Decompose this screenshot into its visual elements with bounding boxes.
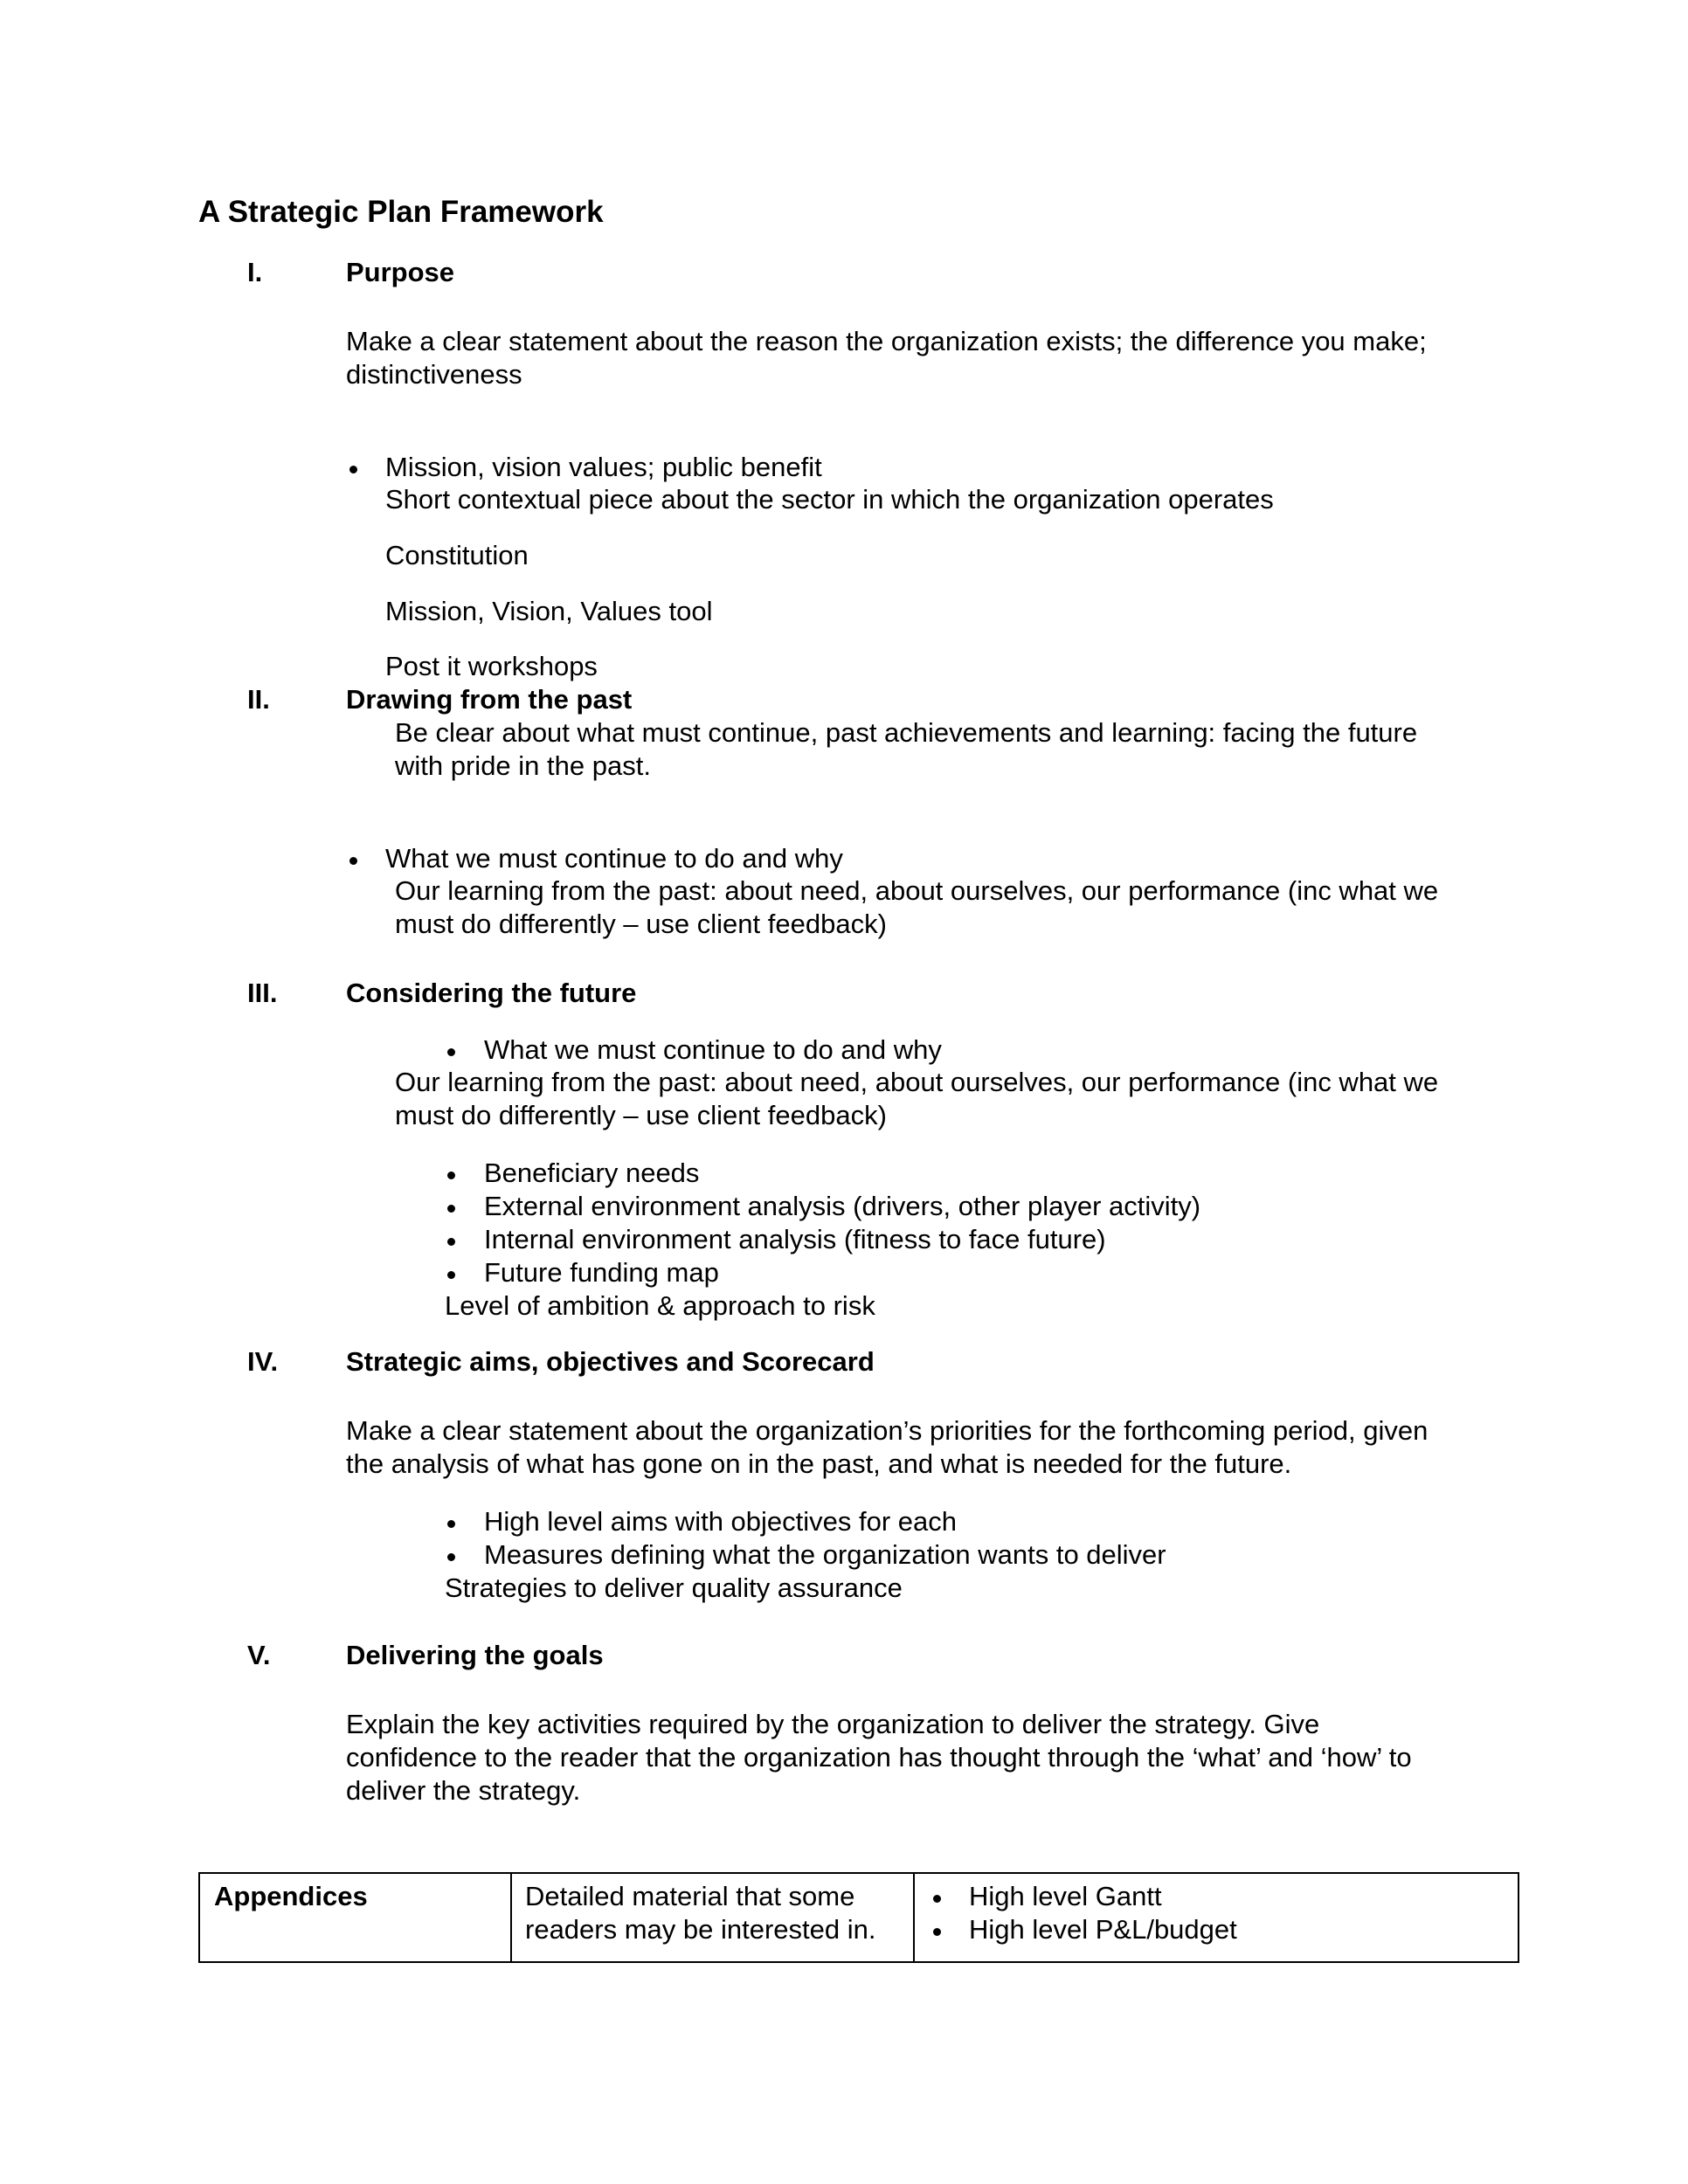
bullet-icon xyxy=(447,1048,455,1056)
section-heading-considering-the-future: Considering the future xyxy=(346,978,637,1008)
bullet-item: Future funding map xyxy=(484,1257,719,1288)
bullet-icon xyxy=(447,1553,455,1561)
bullet-item: Measures defining what the organization wants to deliver xyxy=(484,1539,1166,1570)
table-list-item: High level Gantt xyxy=(969,1881,1162,1911)
bullet-item: What we must continue to do and why xyxy=(385,843,843,874)
section-numeral: I. xyxy=(247,257,263,287)
section-heading-purpose: Purpose xyxy=(346,257,455,287)
bullet-item: Beneficiary needs xyxy=(484,1158,700,1188)
appendix-table xyxy=(198,1872,1519,1963)
table-divider xyxy=(510,1874,512,1961)
text-line: Level of ambition & approach to risk xyxy=(445,1290,875,1321)
bullet-item: External environment analysis (drivers, other player activity) xyxy=(484,1191,1201,1221)
bullet-icon xyxy=(447,1205,455,1213)
text-line: Mission, Vision, Values tool xyxy=(385,596,713,626)
bullet-icon xyxy=(349,857,357,865)
bullet-item: High level aims with objectives for each xyxy=(484,1506,958,1537)
paragraph-line: Make a clear statement about the organization’s priorities for the forthcoming period, given xyxy=(346,1415,1429,1446)
text-line: Short contextual piece about the sector in which the organization operates xyxy=(385,484,1274,515)
bullet-item: Mission, vision values; public benefit xyxy=(385,452,822,482)
section-numeral: II. xyxy=(247,684,270,715)
page-title: A Strategic Plan Framework xyxy=(198,195,604,229)
section-numeral: IV. xyxy=(247,1346,279,1377)
table-cell-description: Detailed material that some xyxy=(525,1881,855,1911)
bullet-icon xyxy=(447,1238,455,1246)
text-line: must do differently – use client feedback) xyxy=(395,1100,887,1130)
text-line: Strategies to deliver quality assurance xyxy=(445,1572,903,1603)
bullet-icon xyxy=(447,1171,455,1179)
bullet-icon xyxy=(933,1895,941,1903)
paragraph-line: Be clear about what must continue, past achievements and learning: facing the future xyxy=(395,717,1418,748)
bullet-item: What we must continue to do and why xyxy=(484,1034,942,1065)
text-line: Constitution xyxy=(385,540,529,570)
table-cell-label: Appendices xyxy=(214,1881,368,1911)
paragraph-line: with pride in the past. xyxy=(395,750,651,781)
text-line: Our learning from the past: about need, about ourselves, our performance (inc what we xyxy=(395,1067,1439,1097)
paragraph-line: confidence to the reader that the organization has thought through the ‘what’ and ‘how’ to xyxy=(346,1742,1412,1773)
text-line: must do differently – use client feedback) xyxy=(395,909,887,939)
paragraph-line: deliver the strategy. xyxy=(346,1775,581,1806)
bullet-icon xyxy=(349,466,357,473)
paragraph-line: the analysis of what has gone on in the past, and what is needed for the future. xyxy=(346,1448,1292,1479)
bullet-icon xyxy=(933,1928,941,1936)
section-heading-drawing-from-the-past: Drawing from the past xyxy=(346,684,633,715)
paragraph-line: Explain the key activities required by the organization to deliver the strategy. Give xyxy=(346,1709,1320,1739)
section-numeral: III. xyxy=(247,978,278,1008)
section-heading-delivering-the-goals: Delivering the goals xyxy=(346,1640,604,1670)
table-cell-description: readers may be interested in. xyxy=(525,1914,876,1945)
paragraph-line: Make a clear statement about the reason the organization exists; the difference you make; xyxy=(346,326,1427,356)
paragraph-line: distinctiveness xyxy=(346,359,522,390)
text-line: Post it workshops xyxy=(385,651,598,681)
bullet-item: Internal environment analysis (fitness to face future) xyxy=(484,1224,1106,1254)
section-heading-strategic-aims: Strategic aims, objectives and Scorecard xyxy=(346,1346,875,1377)
table-divider xyxy=(913,1874,915,1961)
section-numeral: V. xyxy=(247,1640,271,1670)
table-list-item: High level P&L/budget xyxy=(969,1914,1237,1945)
bullet-icon xyxy=(447,1271,455,1279)
bullet-icon xyxy=(447,1520,455,1528)
text-line: Our learning from the past: about need, about ourselves, our performance (inc what we xyxy=(395,875,1439,906)
